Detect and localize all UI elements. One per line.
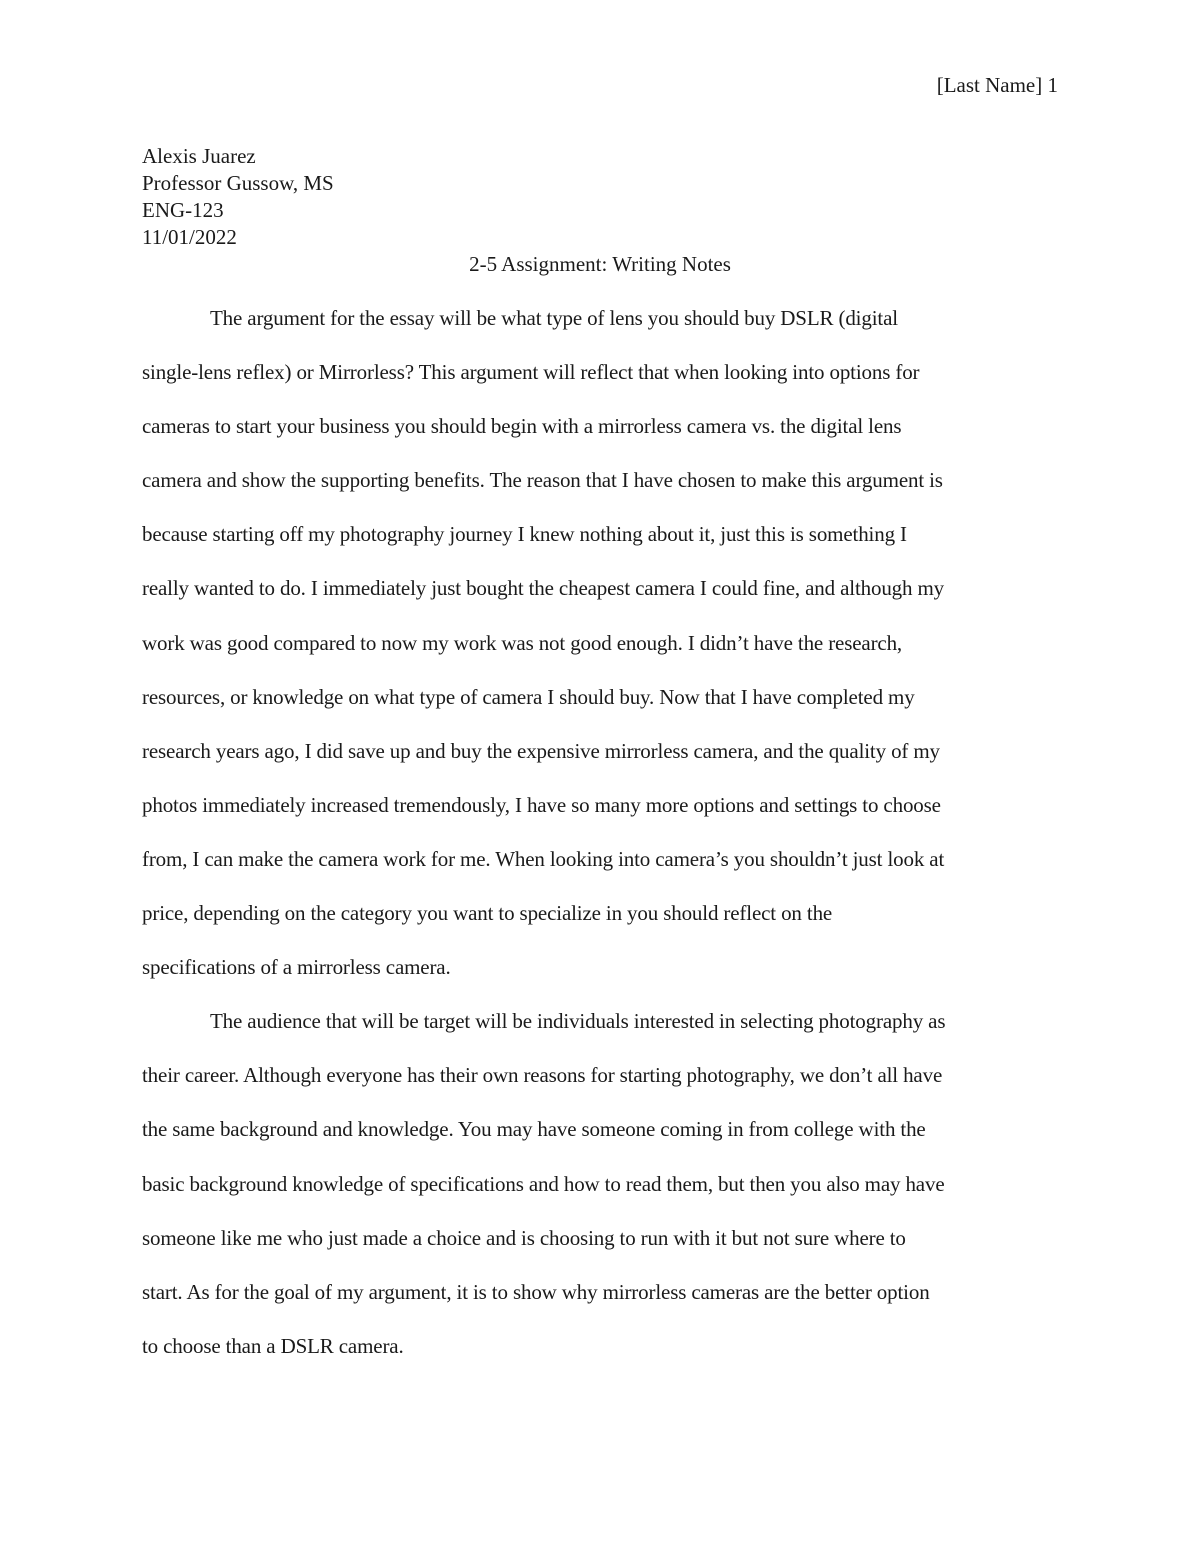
body-line: basic background knowledge of specifications and how to read them, but then you also may have bbox=[142, 1171, 945, 1196]
body-line: price, depending on the category you want to specialize in you should reflect on the bbox=[142, 901, 833, 926]
mla-heading bbox=[142, 143, 334, 251]
body-line: the same background and knowledge. You may have someone coming in from college with the bbox=[142, 1117, 926, 1142]
body-line: photos immediately increased tremendously, I have so many more options and settings to choose bbox=[142, 792, 941, 817]
essay-body bbox=[142, 305, 1072, 1387]
course-code: ENG-123 bbox=[142, 198, 224, 222]
body-line: to choose than a DSLR camera. bbox=[142, 1333, 404, 1358]
body-line: start. As for the goal of my argument, it is to show why mirrorless cameras are the better option bbox=[142, 1279, 930, 1304]
body-line: resources, or knowledge on what type of camera I should buy. Now that I have completed my bbox=[142, 684, 915, 709]
body-line: camera and show the supporting benefits. The reason that I have chosen to make this argument is bbox=[142, 468, 943, 493]
student-name: Alexis Juarez bbox=[142, 144, 256, 168]
body-line: someone like me who just made a choice and is choosing to run with it but not sure where to bbox=[142, 1225, 906, 1250]
professor-name: Professor Gussow, MS bbox=[142, 171, 334, 195]
body-line: The audience that will be target will be individuals interested in selecting photography as bbox=[210, 1009, 946, 1034]
body-line: research years ago, I did save up and buy the expensive mirrorless camera, and the quality of my bbox=[142, 738, 940, 763]
body-line: work was good compared to now my work was not good enough. I didn’t have the research, bbox=[142, 630, 903, 655]
body-line: The argument for the essay will be what type of lens you should buy DSLR (digital bbox=[210, 306, 898, 330]
running-head: [Last Name] 1 bbox=[936, 73, 1058, 97]
body-line: single-lens reflex) or Mirrorless? This argument will reflect that when looking into options for bbox=[142, 360, 920, 385]
body-line: because starting off my photography journey I knew nothing about it, just this is something I bbox=[142, 522, 907, 547]
document-title: 2-5 Assignment: Writing Notes bbox=[469, 252, 731, 276]
body-line: specifications of a mirrorless camera. bbox=[142, 955, 451, 980]
body-line: their career. Although everyone has their own reasons for starting photography, we don’t all have bbox=[142, 1063, 943, 1088]
body-line: cameras to start your business you should begin with a mirrorless camera vs. the digital lens bbox=[142, 414, 902, 439]
body-line: from, I can make the camera work for me. When looking into camera’s you shouldn’t just look at bbox=[142, 846, 945, 871]
body-line: really wanted to do. I immediately just bought the cheapest camera I could fine, and although my bbox=[142, 576, 945, 601]
assignment-date: 11/01/2022 bbox=[142, 225, 237, 249]
